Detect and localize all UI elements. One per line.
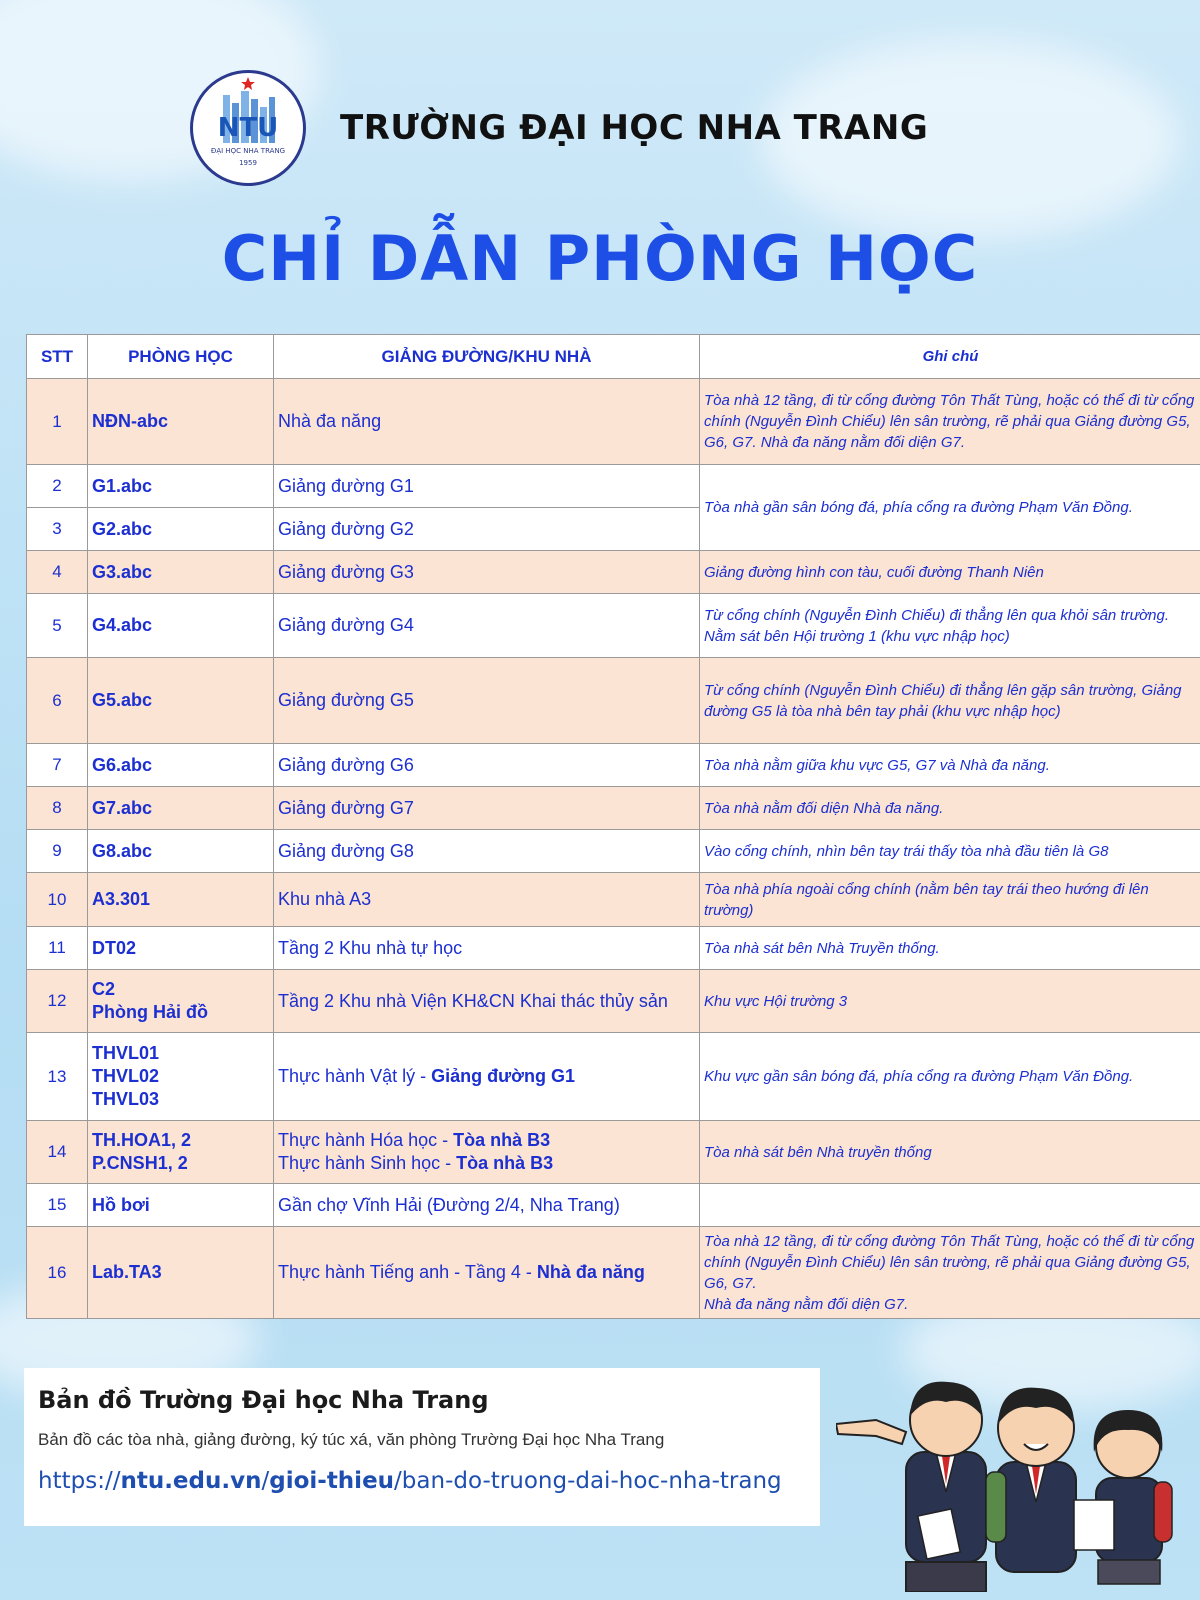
hall-building: Tòa nhà B3 [453, 1130, 551, 1150]
map-subtitle: Bản đồ các tòa nhà, giảng đường, ký túc xá, văn phòng Trường Đại học Nha Trang [38, 1430, 665, 1449]
row-room: G2.abc [88, 508, 274, 551]
logo-text: NTU [217, 113, 279, 143]
row-note: Từ cổng chính (Nguyễn Đình Chiểu) đi thẳng lên gặp sân trường, Giảng đường G5 là tòa nhà bên tay phải (khu vực nhập học) [700, 658, 1200, 744]
row-stt: 1 [27, 379, 88, 465]
row-stt: 5 [27, 594, 88, 658]
row-note: Vào cổng chính, nhìn bên tay trái thấy tòa nhà đầu tiên là G8 [700, 830, 1200, 873]
student-girl [1074, 1410, 1172, 1584]
row-stt: 13 [27, 1033, 88, 1121]
row-room [88, 1121, 274, 1184]
map-info-box [24, 1368, 820, 1526]
col-header-room: PHÒNG HỌC [88, 335, 274, 379]
table-row [27, 744, 1200, 787]
row-hall: Giảng đường G1 [274, 465, 700, 508]
table-row [27, 873, 1200, 927]
hall-building: Nhà đa năng [536, 1262, 645, 1282]
row-stt: 14 [27, 1121, 88, 1184]
row-hall: Giảng đường G5 [274, 658, 700, 744]
row-note: Tòa nhà nằm giữa khu vực G5, G7 và Nhà đa năng. [700, 744, 1200, 787]
row-hall: Tầng 2 Khu nhà Viện KH&CN Khai thác thủy sản [274, 970, 700, 1033]
table-row [27, 927, 1200, 970]
col-header-note: Ghi chú [700, 335, 1200, 379]
row-hall [274, 1033, 700, 1121]
col-header-hall: GIẢNG ĐƯỜNG/KHU NHÀ [274, 335, 700, 379]
row-note: Khu vực Hội trường 3 [700, 970, 1200, 1033]
row-room [88, 970, 274, 1033]
table-header-row [27, 335, 1200, 379]
table-row [27, 830, 1200, 873]
table-row [27, 787, 1200, 830]
url-rest: /ban-do-truong-dai-hoc-nha-trang [394, 1468, 782, 1494]
col-header-stt: STT [27, 335, 88, 379]
room-line: THVL01 [92, 1043, 160, 1063]
table-row [27, 1121, 1200, 1184]
row-hall: Nhà đa năng [274, 379, 700, 465]
hall-building: Tòa nhà B3 [456, 1153, 554, 1173]
room-line: TH.HOA1, 2 [92, 1130, 192, 1150]
university-logo [190, 70, 306, 186]
row-room: NĐN-abc [88, 379, 274, 465]
table-row [27, 551, 1200, 594]
logo-year: 1959 [239, 159, 257, 167]
row-note: Khu vực gần sân bóng đá, phía cổng ra đường Phạm Văn Đồng. [700, 1033, 1200, 1121]
room-line: THVL03 [92, 1089, 160, 1109]
hall-line [278, 1152, 695, 1175]
row-hall: Khu nhà A3 [274, 873, 700, 927]
hall-text: Thực hành Tiếng anh - Tầng 4 - [278, 1262, 537, 1282]
school-name: TRƯỜNG ĐẠI HỌC NHA TRANG [340, 108, 929, 148]
header [190, 70, 928, 186]
row-room: Hồ bơi [88, 1184, 274, 1227]
map-link[interactable] [38, 1468, 806, 1494]
classroom-table [26, 334, 1200, 1319]
row-hall: Tầng 2 Khu nhà tự học [274, 927, 700, 970]
row-stt: 12 [27, 970, 88, 1033]
row-note: Tòa nhà sát bên Nhà truyền thống [700, 1121, 1200, 1184]
row-note-line: Nhà đa năng nằm đối diện G7. [704, 1295, 909, 1313]
room-line: P.CNSH1, 2 [92, 1153, 188, 1173]
row-stt: 16 [27, 1227, 88, 1319]
row-hall: Giảng đường G8 [274, 830, 700, 873]
room-line: C2 [92, 979, 116, 999]
logo-caption: ĐẠI HỌC NHA TRANG [210, 147, 286, 155]
row-room: G8.abc [88, 830, 274, 873]
table-row [27, 379, 1200, 465]
table-row [27, 1184, 1200, 1227]
row-room: G1.abc [88, 465, 274, 508]
table-row [27, 1227, 1200, 1319]
room-line: Phòng Hải đồ [92, 1002, 208, 1022]
row-stt: 6 [27, 658, 88, 744]
map-title: Bản đồ Trường Đại học Nha Trang [38, 1386, 489, 1414]
table-row [27, 465, 1200, 508]
row-note [700, 1227, 1200, 1319]
row-stt: 4 [27, 551, 88, 594]
hall-text: Thực hành Hóa học - [278, 1130, 454, 1150]
row-hall: Giảng đường G4 [274, 594, 700, 658]
url-domain: ntu.edu.vn [120, 1468, 262, 1494]
row-room: DT02 [88, 927, 274, 970]
row-room: G4.abc [88, 594, 274, 658]
row-note [700, 1184, 1200, 1227]
row-note: Tòa nhà phía ngoài cổng chính (nằm bên tay trái theo hướng đi lên trường) [700, 873, 1200, 927]
row-note: Tòa nhà sát bên Nhà Truyền thống. [700, 927, 1200, 970]
row-note: Giảng đường hình con tàu, cuối đường Thanh Niên [700, 551, 1200, 594]
row-note-line: Từ cổng chính (Nguyễn Đình Chiểu) đi thẳng lên qua khỏi sân trường. [704, 606, 1170, 624]
row-hall [274, 1121, 700, 1184]
row-hall: Giảng đường G2 [274, 508, 700, 551]
url-section: gioi-thieu [269, 1468, 395, 1494]
row-room: G7.abc [88, 787, 274, 830]
row-stt: 15 [27, 1184, 88, 1227]
hall-text: Thực hành Vật lý - [278, 1066, 432, 1086]
hall-building: Giảng đường G1 [431, 1066, 575, 1086]
row-stt: 10 [27, 873, 88, 927]
table-row [27, 1033, 1200, 1121]
table-row [27, 970, 1200, 1033]
row-stt: 11 [27, 927, 88, 970]
row-stt: 2 [27, 465, 88, 508]
url-prefix: https:// [38, 1468, 121, 1494]
row-room: G6.abc [88, 744, 274, 787]
row-note: Tòa nhà gần sân bóng đá, phía cổng ra đường Phạm Văn Đồng. [700, 465, 1200, 551]
row-room: A3.301 [88, 873, 274, 927]
row-stt: 3 [27, 508, 88, 551]
row-note-line: Tòa nhà 12 tầng, đi từ cổng đường Tôn Thất Tùng, hoặc có thể đi từ cổng chính (Nguyễn Đình Chiểu) lên sân trường, rẽ phải qua Giảng đường G5, G6, G7. [704, 1232, 1195, 1292]
table-row [27, 594, 1200, 658]
student-pointing [836, 1382, 986, 1592]
row-hall: Giảng đường G7 [274, 787, 700, 830]
row-hall: Giảng đường G3 [274, 551, 700, 594]
row-room: G3.abc [88, 551, 274, 594]
students-illustration [836, 1372, 1176, 1592]
row-hall: Giảng đường G6 [274, 744, 700, 787]
row-stt: 8 [27, 787, 88, 830]
hall-line [278, 1129, 695, 1152]
hall-text: Thực hành Sinh học - [278, 1153, 457, 1173]
row-room: Lab.TA3 [88, 1227, 274, 1319]
row-note: Tòa nhà 12 tầng, đi từ cổng đường Tôn Thất Tùng, hoặc có thể đi từ cổng chính (Nguyễn Đình Chiểu) lên sân trường, rẽ phải qua Giảng đường G5, G6, G7. Nhà đa năng nằm đối diện G7. [700, 379, 1200, 465]
row-room [88, 1033, 274, 1121]
student-middle [986, 1388, 1076, 1572]
row-stt: 7 [27, 744, 88, 787]
row-hall [274, 1227, 700, 1319]
row-note: Tòa nhà nằm đối diện Nhà đa năng. [700, 787, 1200, 830]
page-title: CHỈ DẪN PHÒNG HỌC [221, 222, 979, 295]
row-hall: Gần chợ Vĩnh Hải (Đường 2/4, Nha Trang) [274, 1184, 700, 1227]
room-line: THVL02 [92, 1066, 160, 1086]
table-row [27, 658, 1200, 744]
row-stt: 9 [27, 830, 88, 873]
url-separator: / [261, 1468, 270, 1494]
row-room: G5.abc [88, 658, 274, 744]
row-note [700, 594, 1200, 658]
row-note-line: Nằm sát bên Hội trường 1 (khu vực nhập học) [704, 627, 1010, 645]
